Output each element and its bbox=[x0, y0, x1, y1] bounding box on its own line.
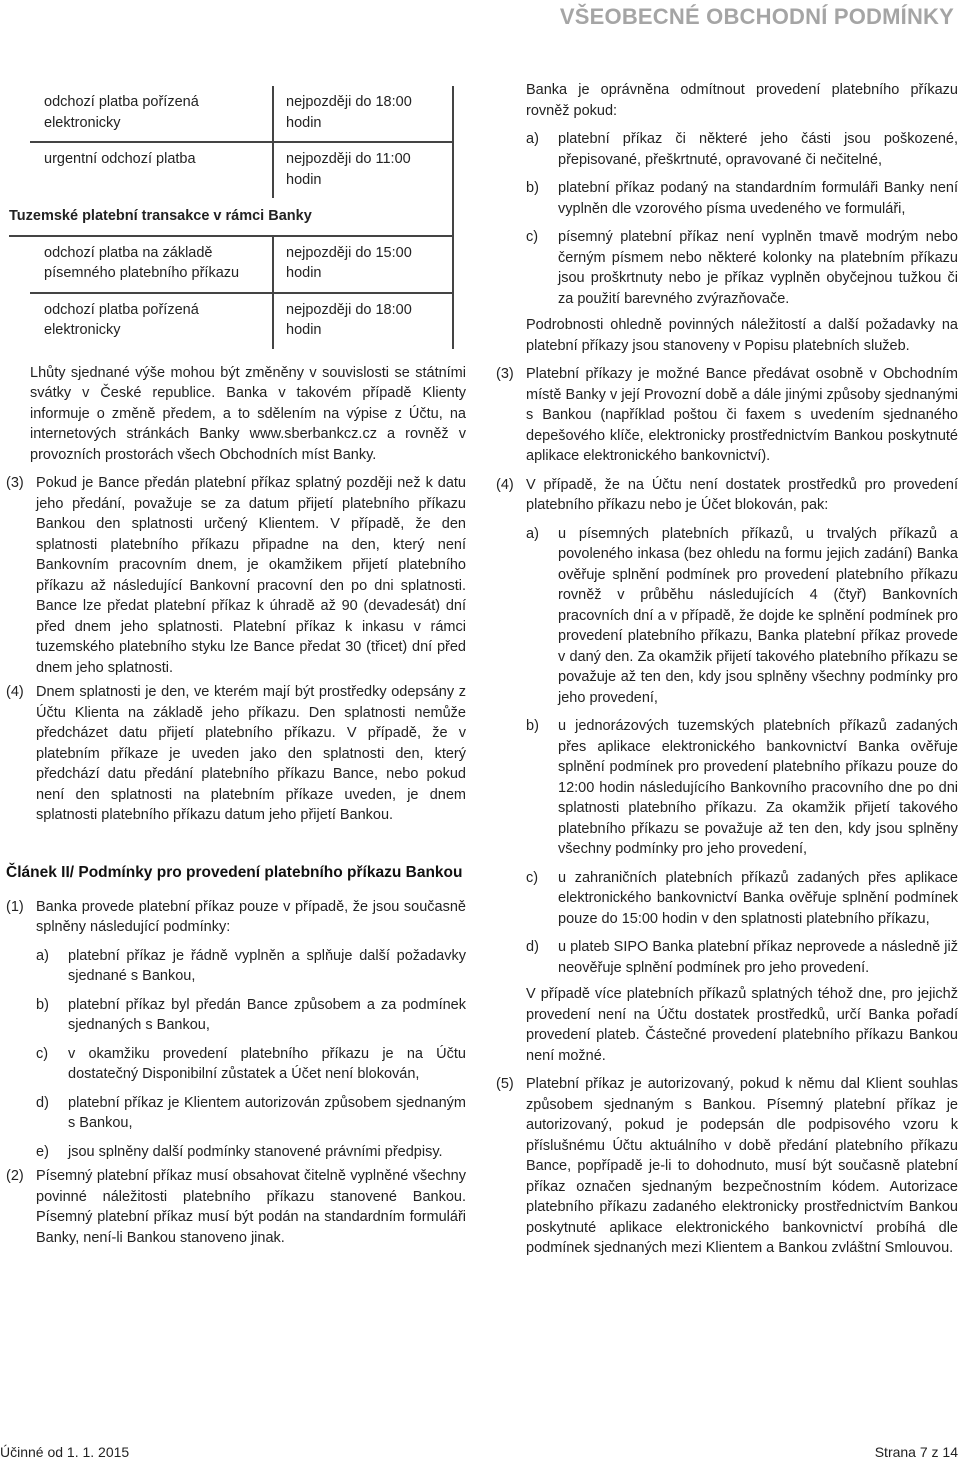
table-cell-value: nejpozději do 18:00 hodin bbox=[286, 301, 412, 338]
list-letter: a) bbox=[526, 525, 539, 542]
paragraph-body bbox=[526, 475, 958, 1067]
paragraph-number: (2) bbox=[6, 1168, 24, 1184]
list-letter: c) bbox=[526, 869, 539, 886]
list-item bbox=[36, 995, 466, 1036]
list-item bbox=[36, 1044, 466, 1085]
paragraph-text: V případě, že na Účtu není dostatek prostředků pro provedení platebního příkazu nebo je Účet blokován, pak: bbox=[526, 476, 958, 513]
list-text: platební příkaz či některé jeho části jsou poškozené, přepisované, přeškrtnuté, opravované či nečitelné, bbox=[558, 131, 958, 168]
list-item bbox=[526, 716, 958, 860]
table-cell-label: odchozí platba pořízená elektronicky bbox=[44, 94, 199, 131]
list-item bbox=[526, 524, 958, 709]
table-row bbox=[30, 294, 452, 349]
paragraph-body bbox=[36, 897, 466, 1163]
list-letter: c) bbox=[36, 1045, 49, 1062]
paragraph-number: (4) bbox=[6, 684, 24, 700]
list-text: u písemných platebních příkazů, u trvalých příkazů a povoleného inkasa (bez ohledu na formu jejich zadání) Banka ověřuje splnění podmínek pro provedení platebního příkazu rovněž v průběhu následujících 4 (čtyř) Bankovních pracovních dní a v případě, že dojde ke splnění podmínek pro provedení platebního příkazu, Banka platební příkaz provede v daný den. Za okamžik přijetí takového platebního příkazu se považuje až ten den, kdy jsou splněny všechny podmínky pro jeho provedení, bbox=[558, 525, 958, 706]
paragraph-text: Banka je oprávněna odmítnout provedení platebního příkazu rovněž pokud: bbox=[526, 82, 958, 119]
list-text: platební příkaz je řádně vyplněn a splňuje další požadavky sjednané s Bankou, bbox=[68, 947, 466, 984]
list-letter: b) bbox=[36, 996, 49, 1013]
numbered-paragraph bbox=[6, 682, 466, 826]
list-text: platební příkaz je Klientem autorizován způsobem sjednaným s Bankou, bbox=[68, 1094, 466, 1131]
list-text: písemný platební příkaz není vyplněn tmavě modrým nebo černým písmem nebo některé kolonky na platebním příkazu jsou proškrtnuty nebo je příkaz vyplněn obyčejnou tužkou či za použití barevného zvýrazňovače. bbox=[558, 229, 958, 307]
table-section-title: Tuzemské platební transakce v rámci Banky bbox=[9, 198, 452, 237]
list-item bbox=[526, 227, 958, 309]
paragraph-text: Podrobnosti ohledně povinných náležitostí a další požadavky na platební příkazy jsou stanoveny v Popisu platebních služeb. bbox=[526, 317, 958, 354]
numbered-paragraph bbox=[6, 897, 466, 1163]
cutoff-table bbox=[9, 86, 454, 349]
paragraph-text: Dnem splatnosti je den, ve kterém mají být prostředky odepsány z Účtu Klienta na základě jeho příkazu. Den splatnosti nemůže předcházet datu přijetí platebního příkazu. V případě, že v platebním příkaze je uveden jako den splatnosti den, který předchází datu předání platebního příkazu Bance, nebo pokud není den splatnosti na platebním příkaze uveden, je dnem splatnosti platebního příkazu datum jeho přijetí Bankou. bbox=[36, 684, 466, 823]
left-column bbox=[6, 86, 466, 1248]
paragraph-text: V případě více platebních příkazů splatných téhož dne, pro jejichž provedení není na Účtu dostatek prostředků, určí Banka pořadí provedení plateb. Částečné provedení platebního příkazu Bankou není možné. bbox=[526, 986, 958, 1064]
table-cell-value: nejpozději do 11:00 hodin bbox=[286, 151, 411, 188]
list-item bbox=[36, 1142, 466, 1163]
refusal-block bbox=[526, 80, 958, 356]
list-text: jsou splněny další podmínky stanovené právními předpisy. bbox=[68, 1143, 443, 1160]
paragraph-text: Banka provede platební příkaz pouze v případě, že jsou současně splněny následující podmínky: bbox=[36, 898, 466, 935]
list-text: u plateb SIPO Banka platební příkaz neprovede a následně již neověřuje splnění podmínek pro jeho provedení. bbox=[558, 939, 958, 976]
paragraph-text: Platební příkaz je autorizovaný, pokud k němu dal Klient souhlas způsobem sjednaným s Bankou. Písemný platební příkaz je autorizovaný, pokud je podepsán dle podpisového vzoru k příslušnému Účtu aktuálního v době předání platebního příkazu Bance, popřípadě je-li to dohodnuto, musí být současně platební příkaz označen sjednaným bezpečnostním kódem. Autorizace platebního příkazu zadaného elektronicky prostřednictvím Bankou poskytnuté aplikace elektronického bankovnictví probíhá dle podmínek sjednaných mezi Klientem a Bankou zvláštní Smlouvou. bbox=[526, 1076, 958, 1256]
list-letter: b) bbox=[526, 718, 539, 734]
numbered-paragraph bbox=[6, 1166, 466, 1248]
footer-page-number: Strana 7 z 14 bbox=[874, 1444, 958, 1460]
article-heading: Článek II/ Podmínky pro provedení platebního příkazu Bankou bbox=[6, 863, 463, 881]
list-text: platební příkaz byl předán Bance způsobem a za podmínek sjednaných s Bankou, bbox=[68, 996, 466, 1033]
list-letter: d) bbox=[526, 939, 539, 955]
holiday-note: Lhůty sjednané výše mohou být změněny v souvislosti se státními svátky v České republice. Banka v takovém případě Klienty informuje o změně předem, a to sdělením na výpise z Účtu, na internetových stránkách Banky www.sberbankcz.cz a rovněž v provozních prostorách všech Obchodních míst Banky. bbox=[30, 364, 466, 463]
table-row bbox=[30, 86, 452, 143]
numbered-paragraph bbox=[496, 1074, 958, 1259]
table-cell-value: nejpozději do 15:00 hodin bbox=[286, 244, 412, 281]
list-letter: a) bbox=[36, 947, 49, 964]
footer-effective-date: Účinné od 1. 1. 2015 bbox=[0, 1444, 130, 1460]
paragraph-text: Platební příkazy je možné Bance předávat osobně v Obchodním místě Banky v její Provozní době a dále jinými způsoby sjednanými s Bankou (například poštou či faxem s uvedením sjednaného depešového klíče, elektronicky prostřednictvím Bankou poskytnuté aplikace elektronického bankovnictví). bbox=[526, 366, 958, 464]
list-letter: e) bbox=[36, 1143, 49, 1160]
list-letter: b) bbox=[526, 180, 539, 196]
list-item bbox=[526, 129, 958, 170]
paragraph-text: Písemný platební příkaz musí obsahovat čitelně vyplněné všechny povinné náležitosti platebního příkazu stanovené Bankou. Písemný platební příkaz musí být podán na standardním formuláři Banky, není-li Bankou stanoveno jinak. bbox=[36, 1168, 466, 1246]
list-item bbox=[36, 1093, 466, 1134]
table-cell-label: odchozí platba na základě písemného platebního příkazu bbox=[44, 244, 240, 281]
list-text: v okamžiku provedení platebního příkazu je na Účtu dostatečný Disponibilní zůstatek a Účet není blokován, bbox=[68, 1045, 466, 1082]
table-cell-label: urgentní odchozí platba bbox=[44, 151, 196, 167]
list-text: u jednorázových tuzemských platebních příkazů zadaných přes aplikace elektronického bankovnictví Banka ověřuje splnění podmínek pro provedení platebního příkazu pouze do 12:00 hodin následujícího Bankovního pracovního dne po dni splatnosti platebního příkazu. Za okamžik přijetí takového platebního příkazu se považuje až ten den, kdy jsou splněny všechny podmínky pro jeho provedení, bbox=[558, 718, 958, 857]
list-item bbox=[526, 178, 958, 219]
table-cell-value: nejpozději do 18:00 hodin bbox=[286, 94, 412, 131]
list-letter: d) bbox=[36, 1094, 49, 1111]
list-text: u zahraničních platebních příkazů zadaných přes aplikace elektronického bankovnictví Banka ověřuje splnění podmínek pouze do 15:00 hodin v den splatnosti platebního příkazu, bbox=[558, 869, 958, 927]
paragraph-number: (1) bbox=[6, 898, 24, 915]
paragraph-text: Pokud je Bance předán platební příkaz splatný později než k datu jeho předání, považuje se za datum přijetí platebního příkazu Bankou den splatnosti určený Klientem. V případě, že den splatnosti platebního příkazu připadne na den, který není Bankovním pracovním dnem, je okamžikem přijetí platebního příkazu až následující Bankovní pracovní den po dni splatnosti. Bance lze předat platební příkaz k úhradě až 90 (devadesát) dní před dnem jeho splatnosti. Platební příkaz k inkasu v rámci tuzemského platebního styku lze Bance předat 30 (třicet) dní před dnem jeho splatnosti. bbox=[36, 475, 466, 676]
right-column bbox=[496, 80, 958, 1259]
list-item bbox=[526, 937, 958, 978]
numbered-paragraph bbox=[496, 475, 958, 1067]
document-title: VŠEOBECNÉ OBCHODNÍ PODMÍNKY bbox=[559, 4, 954, 29]
paragraph-number: (3) bbox=[496, 366, 514, 382]
numbered-paragraph bbox=[496, 364, 958, 467]
list-text: platební příkaz podaný na standardním formuláři Banky není vyplněn dle vzorového písma uvedeného ve formuláři, bbox=[558, 180, 958, 217]
table-row bbox=[30, 143, 452, 198]
numbered-paragraph bbox=[6, 473, 466, 678]
paragraph-number: (5) bbox=[496, 1076, 514, 1092]
paragraph-number: (3) bbox=[6, 475, 24, 491]
paragraph-number: (4) bbox=[496, 476, 514, 493]
list-item bbox=[36, 946, 466, 987]
list-letter: c) bbox=[526, 229, 539, 245]
list-item bbox=[526, 868, 958, 930]
table-row bbox=[30, 237, 452, 294]
list-letter: a) bbox=[526, 131, 539, 147]
table-cell-label: odchozí platba pořízená elektronicky bbox=[44, 301, 199, 338]
